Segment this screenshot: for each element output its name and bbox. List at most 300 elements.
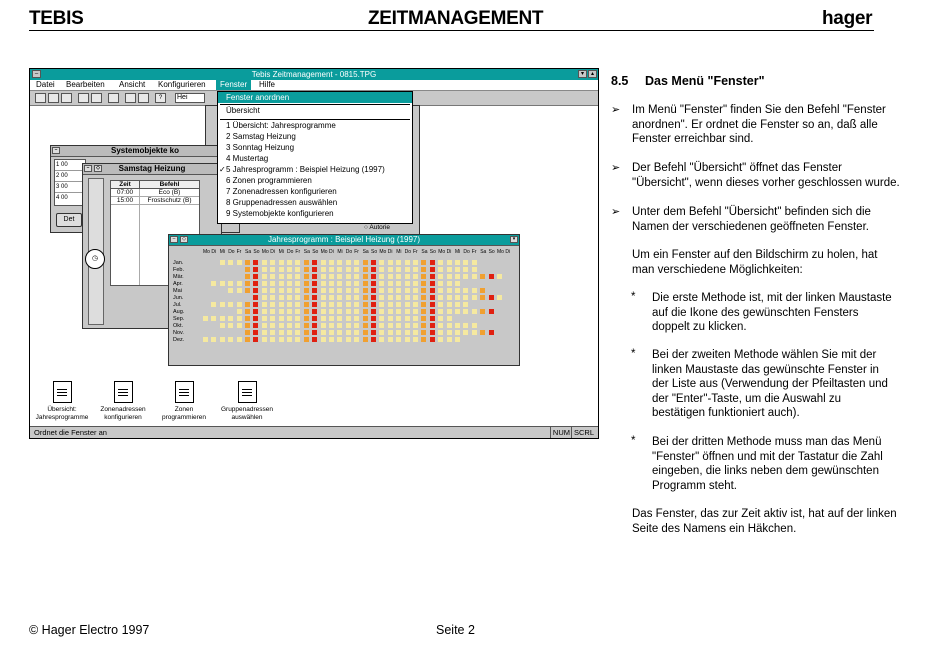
calendar-day-cell[interactable] (388, 323, 393, 328)
calendar-day-cell[interactable] (329, 281, 334, 286)
print-icon[interactable] (108, 93, 119, 103)
calendar-day-cell[interactable] (304, 309, 309, 314)
calendar-day-cell[interactable] (287, 295, 292, 300)
calendar-day-cell[interactable] (304, 330, 309, 335)
calendar-day-cell[interactable] (455, 323, 460, 328)
calendar-day-cell[interactable] (405, 260, 410, 265)
window-jahresprogramm[interactable] (168, 234, 520, 366)
calendar-day-cell[interactable] (346, 288, 351, 293)
calendar-day-cell[interactable] (270, 267, 275, 272)
calendar-day-cell[interactable] (295, 330, 300, 335)
calendar-day-cell[interactable] (237, 260, 242, 265)
calendar-day-cell[interactable] (472, 323, 477, 328)
calendar-day-cell[interactable] (371, 309, 376, 314)
calendar-day-cell[interactable] (279, 302, 284, 307)
calendar-day-cell[interactable] (270, 330, 275, 335)
calendar-day-cell[interactable] (379, 295, 384, 300)
calendar-day-cell[interactable] (371, 330, 376, 335)
calendar-day-cell[interactable] (421, 274, 426, 279)
calendar-day-cell[interactable] (447, 337, 452, 342)
calendar-day-cell[interactable] (287, 330, 292, 335)
calendar-day-cell[interactable] (405, 274, 410, 279)
calendar-day-cell[interactable] (379, 288, 384, 293)
calendar-day-cell[interactable] (430, 260, 435, 265)
calendar-day-cell[interactable] (304, 302, 309, 307)
calendar-day-cell[interactable] (405, 330, 410, 335)
calendar-day-cell[interactable] (379, 316, 384, 321)
calendar-day-cell[interactable] (304, 267, 309, 272)
maximize-icon[interactable]: ▴ (588, 70, 597, 78)
menu-item-window-9[interactable]: 9 Systemobjekte konfigurieren (226, 209, 334, 218)
calendar-day-cell[interactable] (346, 316, 351, 321)
calendar-day-cell[interactable] (321, 274, 326, 279)
calendar-day-cell[interactable] (421, 260, 426, 265)
calendar-day-cell[interactable] (245, 337, 250, 342)
calendar-day-cell[interactable] (430, 302, 435, 307)
calendar-day-cell[interactable] (329, 295, 334, 300)
calendar-day-cell[interactable] (211, 316, 216, 321)
calendar-day-cell[interactable] (270, 281, 275, 286)
calendar-day-cell[interactable] (363, 302, 368, 307)
calendar-day-cell[interactable] (413, 302, 418, 307)
calendar-day-cell[interactable] (455, 281, 460, 286)
calendar-day-cell[interactable] (253, 302, 258, 307)
calendar-day-cell[interactable] (354, 274, 359, 279)
calendar-day-cell[interactable] (346, 309, 351, 314)
calendar-day-cell[interactable] (279, 274, 284, 279)
calendar-day-cell[interactable] (497, 295, 502, 300)
calendar-day-cell[interactable] (287, 260, 292, 265)
calendar-day-cell[interactable] (405, 267, 410, 272)
calendar-day-cell[interactable] (396, 281, 401, 286)
minimize-icon[interactable]: ▾ (578, 70, 587, 78)
calendar-day-cell[interactable] (270, 302, 275, 307)
calendar-day-cell[interactable] (405, 309, 410, 314)
calendar-day-cell[interactable] (354, 323, 359, 328)
calendar-day-cell[interactable] (472, 260, 477, 265)
calendar-day-cell[interactable] (447, 330, 452, 335)
calendar-day-cell[interactable] (363, 274, 368, 279)
calendar-day-cell[interactable] (405, 337, 410, 342)
calendar-day-cell[interactable] (312, 323, 317, 328)
paste-icon[interactable] (91, 93, 102, 103)
calendar-day-cell[interactable] (396, 260, 401, 265)
table-row[interactable] (55, 171, 85, 182)
calendar-day-cell[interactable] (279, 323, 284, 328)
calendar-day-cell[interactable] (421, 281, 426, 286)
calendar-day-cell[interactable] (237, 309, 242, 314)
calendar-day-cell[interactable] (413, 295, 418, 300)
calendar-day-cell[interactable] (329, 260, 334, 265)
calendar-day-cell[interactable] (287, 288, 292, 293)
calendar-day-cell[interactable] (211, 302, 216, 307)
calendar-day-cell[interactable] (337, 274, 342, 279)
calendar-day-cell[interactable] (346, 323, 351, 328)
calendar-day-cell[interactable] (438, 337, 443, 342)
calendar-day-cell[interactable] (354, 288, 359, 293)
calendar-day-cell[interactable] (337, 337, 342, 342)
calendar-day-cell[interactable] (270, 295, 275, 300)
calendar-day-cell[interactable] (245, 330, 250, 335)
minimize-icon[interactable]: ▾ (510, 236, 518, 243)
calendar-day-cell[interactable] (304, 316, 309, 321)
calendar-day-cell[interactable] (354, 316, 359, 321)
calendar-day-cell[interactable] (295, 323, 300, 328)
calendar-day-cell[interactable] (363, 288, 368, 293)
calendar-day-cell[interactable] (279, 316, 284, 321)
icon-uebersicht-jahresprogramme[interactable] (32, 381, 92, 422)
window-restore-icon[interactable]: ◇ (94, 165, 102, 172)
calendar-day-cell[interactable] (463, 302, 468, 307)
calendar-day-cell[interactable] (438, 267, 443, 272)
calendar-day-cell[interactable] (421, 330, 426, 335)
calendar-day-cell[interactable] (279, 281, 284, 286)
calendar-day-cell[interactable] (413, 330, 418, 335)
calendar-day-cell[interactable] (228, 316, 233, 321)
calendar-day-cell[interactable] (480, 274, 485, 279)
calendar-day-cell[interactable] (228, 260, 233, 265)
cut-icon[interactable] (138, 93, 149, 103)
calendar-day-cell[interactable] (354, 267, 359, 272)
calendar-day-cell[interactable] (312, 309, 317, 314)
calendar-day-cell[interactable] (253, 323, 258, 328)
calendar-day-cell[interactable] (388, 316, 393, 321)
calendar-day-cell[interactable] (287, 302, 292, 307)
calendar-day-cell[interactable] (430, 267, 435, 272)
calendar-day-cell[interactable] (430, 288, 435, 293)
calendar-day-cell[interactable] (388, 337, 393, 342)
calendar-day-cell[interactable] (262, 309, 267, 314)
calendar-day-cell[interactable] (388, 260, 393, 265)
calendar-day-cell[interactable] (413, 267, 418, 272)
calendar-day-cell[interactable] (489, 274, 494, 279)
calendar-day-cell[interactable] (396, 288, 401, 293)
calendar-day-cell[interactable] (312, 330, 317, 335)
calendar-day-cell[interactable] (447, 281, 452, 286)
calendar-day-cell[interactable] (287, 281, 292, 286)
calendar-day-cell[interactable] (405, 323, 410, 328)
calendar-day-cell[interactable] (413, 281, 418, 286)
calendar-day-cell[interactable] (220, 302, 225, 307)
calendar-day-cell[interactable] (430, 274, 435, 279)
calendar-day-cell[interactable] (480, 295, 485, 300)
calendar-day-cell[interactable] (396, 323, 401, 328)
calendar-day-cell[interactable] (354, 337, 359, 342)
calendar-day-cell[interactable] (337, 316, 342, 321)
calendar-day-cell[interactable] (421, 323, 426, 328)
calendar-day-cell[interactable] (497, 274, 502, 279)
calendar-day-cell[interactable] (363, 337, 368, 342)
calendar-day-cell[interactable] (363, 267, 368, 272)
calendar-day-cell[interactable] (421, 337, 426, 342)
calendar-day-cell[interactable] (270, 316, 275, 321)
calendar-day-cell[interactable] (447, 260, 452, 265)
calendar-day-cell[interactable] (388, 309, 393, 314)
new-file-icon[interactable] (35, 93, 46, 103)
calendar-day-cell[interactable] (245, 302, 250, 307)
calendar-day-cell[interactable] (388, 274, 393, 279)
calendar-day-cell[interactable] (472, 288, 477, 293)
calendar-day-cell[interactable] (346, 330, 351, 335)
calendar-day-cell[interactable] (421, 295, 426, 300)
calendar-day-cell[interactable] (262, 337, 267, 342)
calendar-day-cell[interactable] (413, 260, 418, 265)
calendar-day-cell[interactable] (329, 337, 334, 342)
calendar-day-cell[interactable] (363, 330, 368, 335)
calendar-day-cell[interactable] (279, 337, 284, 342)
calendar-day-cell[interactable] (371, 260, 376, 265)
calendar-day-cell[interactable] (396, 267, 401, 272)
calendar-day-cell[interactable] (421, 288, 426, 293)
calendar-day-cell[interactable] (413, 316, 418, 321)
calendar-day-cell[interactable] (354, 281, 359, 286)
calendar-day-cell[interactable] (321, 302, 326, 307)
calendar-day-cell[interactable] (228, 323, 233, 328)
calendar-day-cell[interactable] (287, 316, 292, 321)
table-row[interactable] (55, 193, 85, 203)
window-system-menu-icon[interactable]: – (52, 147, 60, 154)
calendar-day-cell[interactable] (321, 316, 326, 321)
calendar-day-cell[interactable] (295, 288, 300, 293)
details-button[interactable]: Det (56, 213, 82, 227)
calendar-day-cell[interactable] (312, 267, 317, 272)
calendar-day-cell[interactable] (472, 267, 477, 272)
calendar-day-cell[interactable] (379, 337, 384, 342)
calendar-day-cell[interactable] (371, 316, 376, 321)
calendar-day-cell[interactable] (371, 302, 376, 307)
calendar-day-cell[interactable] (228, 337, 233, 342)
calendar-day-cell[interactable] (211, 281, 216, 286)
calendar-day-cell[interactable] (396, 302, 401, 307)
calendar-day-cell[interactable] (245, 274, 250, 279)
calendar-day-cell[interactable] (295, 260, 300, 265)
calendar-day-cell[interactable] (396, 316, 401, 321)
table-row[interactable] (55, 182, 85, 193)
calendar-day-cell[interactable] (270, 260, 275, 265)
calendar-day-cell[interactable] (245, 323, 250, 328)
calendar-day-cell[interactable] (438, 281, 443, 286)
calendar-day-cell[interactable] (405, 302, 410, 307)
calendar-day-cell[interactable] (304, 260, 309, 265)
calendar-day-cell[interactable] (321, 267, 326, 272)
calendar-day-cell[interactable] (337, 302, 342, 307)
menu-datei[interactable]: Datei (36, 80, 55, 89)
calendar-day-cell[interactable] (371, 274, 376, 279)
window-system-menu-icon[interactable]: – (170, 236, 178, 243)
calendar-day-cell[interactable] (346, 267, 351, 272)
calendar-day-cell[interactable] (270, 309, 275, 314)
calendar-day-cell[interactable] (438, 260, 443, 265)
calendar-day-cell[interactable] (337, 295, 342, 300)
menu-item-uebersicht[interactable]: Übersicht (226, 106, 260, 115)
calendar-day-cell[interactable] (220, 260, 225, 265)
calendar-day-cell[interactable] (463, 295, 468, 300)
menu-konfigurieren[interactable]: Konfigurieren (158, 80, 206, 89)
calendar-day-cell[interactable] (379, 302, 384, 307)
calendar-day-cell[interactable] (220, 323, 225, 328)
calendar-day-cell[interactable] (304, 295, 309, 300)
calendar-day-cell[interactable] (430, 330, 435, 335)
calendar-day-cell[interactable] (396, 337, 401, 342)
calendar-day-cell[interactable] (329, 323, 334, 328)
calendar-day-cell[interactable] (262, 281, 267, 286)
copy-icon[interactable] (78, 93, 89, 103)
calendar-day-cell[interactable] (262, 302, 267, 307)
menu-fenster[interactable]: Fenster (216, 80, 251, 90)
calendar-day-cell[interactable] (472, 309, 477, 314)
calendar-day-cell[interactable] (312, 274, 317, 279)
calendar-day-cell[interactable] (321, 295, 326, 300)
calendar-day-cell[interactable] (203, 337, 208, 342)
calendar-day-cell[interactable] (329, 309, 334, 314)
calendar-day-cell[interactable] (447, 267, 452, 272)
calendar-day-cell[interactable] (337, 288, 342, 293)
calendar-day-cell[interactable] (388, 288, 393, 293)
calendar-day-cell[interactable] (279, 330, 284, 335)
calendar-day-cell[interactable] (463, 330, 468, 335)
calendar-day-cell[interactable] (447, 316, 452, 321)
calendar-day-cell[interactable] (262, 316, 267, 321)
calendar-day-cell[interactable] (354, 330, 359, 335)
calendar-day-cell[interactable] (337, 330, 342, 335)
calendar-day-cell[interactable] (472, 274, 477, 279)
icon-gruppenadressen-auswaehlen[interactable] (217, 381, 277, 422)
calendar-day-cell[interactable] (438, 309, 443, 314)
calendar-day-cell[interactable] (346, 302, 351, 307)
calendar-day-cell[interactable] (253, 288, 258, 293)
calendar-day-cell[interactable] (287, 337, 292, 342)
calendar-day-cell[interactable] (480, 288, 485, 293)
calendar-day-cell[interactable] (245, 281, 250, 286)
menu-item-window-2[interactable]: 2 Samstag Heizung (226, 132, 296, 141)
calendar-day-cell[interactable] (220, 316, 225, 321)
calendar-day-cell[interactable] (312, 288, 317, 293)
calendar-day-cell[interactable] (295, 302, 300, 307)
calendar-day-cell[interactable] (447, 274, 452, 279)
calendar-day-cell[interactable] (354, 260, 359, 265)
table-row[interactable] (111, 197, 199, 205)
calendar-day-cell[interactable] (371, 295, 376, 300)
calendar-day-cell[interactable] (245, 267, 250, 272)
calendar-day-cell[interactable] (253, 274, 258, 279)
menu-ansicht[interactable]: Ansicht (119, 80, 146, 89)
calendar-day-cell[interactable] (430, 337, 435, 342)
calendar-day-cell[interactable] (388, 281, 393, 286)
calendar-day-cell[interactable] (279, 309, 284, 314)
calendar-day-cell[interactable] (253, 295, 258, 300)
calendar-day-cell[interactable] (237, 288, 242, 293)
calendar-day-cell[interactable] (262, 295, 267, 300)
calendar-day-cell[interactable] (447, 295, 452, 300)
table-row[interactable] (111, 189, 199, 197)
calendar-day-cell[interactable] (447, 302, 452, 307)
calendar-day-cell[interactable] (463, 288, 468, 293)
calendar-day-cell[interactable] (463, 323, 468, 328)
calendar-day-cell[interactable] (354, 295, 359, 300)
menu-item-window-8[interactable]: 8 Gruppenadressen auswählen (226, 198, 338, 207)
calendar-day-cell[interactable] (421, 302, 426, 307)
calendar-day-cell[interactable] (463, 267, 468, 272)
menu-hilfe[interactable]: Hilfe (259, 80, 276, 89)
calendar-day-cell[interactable] (405, 288, 410, 293)
calendar-day-cell[interactable] (363, 309, 368, 314)
menu-item-window-4[interactable]: 4 Mustertag (226, 154, 269, 163)
calendar-day-cell[interactable] (354, 309, 359, 314)
calendar-day-cell[interactable] (472, 330, 477, 335)
calendar-day-cell[interactable] (455, 288, 460, 293)
calendar-day-cell[interactable] (237, 323, 242, 328)
calendar-day-cell[interactable] (447, 288, 452, 293)
calendar-day-cell[interactable] (438, 302, 443, 307)
calendar-day-cell[interactable] (438, 330, 443, 335)
calendar-day-cell[interactable] (329, 302, 334, 307)
calendar-day-cell[interactable] (237, 316, 242, 321)
menu-item-window-6[interactable]: 6 Zonen programmieren (226, 176, 312, 185)
calendar-day-cell[interactable] (237, 302, 242, 307)
window-restore-icon[interactable]: ◇ (180, 236, 188, 243)
calendar-day-cell[interactable] (295, 337, 300, 342)
calendar-day-cell[interactable] (237, 281, 242, 286)
calendar-day-cell[interactable] (321, 330, 326, 335)
calendar-day-cell[interactable] (337, 309, 342, 314)
calendar-day-cell[interactable] (388, 330, 393, 335)
calendar-day-cell[interactable] (489, 309, 494, 314)
calendar-day-cell[interactable] (270, 323, 275, 328)
calendar-day-cell[interactable] (354, 302, 359, 307)
calendar-day-cell[interactable] (455, 337, 460, 342)
menu-bearbeiten[interactable]: Bearbeiten (66, 80, 105, 89)
calendar-day-cell[interactable] (287, 267, 292, 272)
calendar-day-cell[interactable] (329, 316, 334, 321)
calendar-day-cell[interactable] (253, 330, 258, 335)
calendar-day-cell[interactable] (346, 295, 351, 300)
menu-item-window-7[interactable]: 7 Zonenadressen konfigurieren (226, 187, 337, 196)
calendar-day-cell[interactable] (396, 309, 401, 314)
calendar-day-cell[interactable] (480, 309, 485, 314)
calendar-day-cell[interactable] (379, 323, 384, 328)
calendar-day-cell[interactable] (287, 274, 292, 279)
calendar-day-cell[interactable] (304, 274, 309, 279)
calendar-day-cell[interactable] (379, 309, 384, 314)
calendar-day-cell[interactable] (438, 274, 443, 279)
calendar-day-cell[interactable] (463, 309, 468, 314)
calendar-day-cell[interactable] (304, 281, 309, 286)
calendar-day-cell[interactable] (245, 288, 250, 293)
calendar-day-cell[interactable] (228, 288, 233, 293)
calendar-day-cell[interactable] (388, 267, 393, 272)
calendar-day-cell[interactable] (295, 281, 300, 286)
zone-select-field[interactable]: Hei (175, 93, 205, 103)
calendar-day-cell[interactable] (262, 274, 267, 279)
calendar-day-cell[interactable] (413, 309, 418, 314)
calendar-day-cell[interactable] (421, 316, 426, 321)
calendar-day-cell[interactable] (253, 281, 258, 286)
save-icon[interactable] (61, 93, 72, 103)
calendar-day-cell[interactable] (379, 260, 384, 265)
calendar-day-cell[interactable] (396, 274, 401, 279)
calendar-day-cell[interactable] (312, 260, 317, 265)
calendar-day-cell[interactable] (430, 323, 435, 328)
calendar-day-cell[interactable] (405, 281, 410, 286)
calendar-day-cell[interactable] (329, 330, 334, 335)
system-menu-icon[interactable]: – (32, 70, 41, 78)
calendar-day-cell[interactable] (321, 281, 326, 286)
icon-zonenadressen-konfigurieren[interactable] (93, 381, 153, 422)
calendar-day-cell[interactable] (287, 323, 292, 328)
radio-autorie[interactable]: ○ Autorie (364, 224, 390, 231)
calendar-day-cell[interactable] (279, 295, 284, 300)
calendar-day-cell[interactable] (447, 309, 452, 314)
